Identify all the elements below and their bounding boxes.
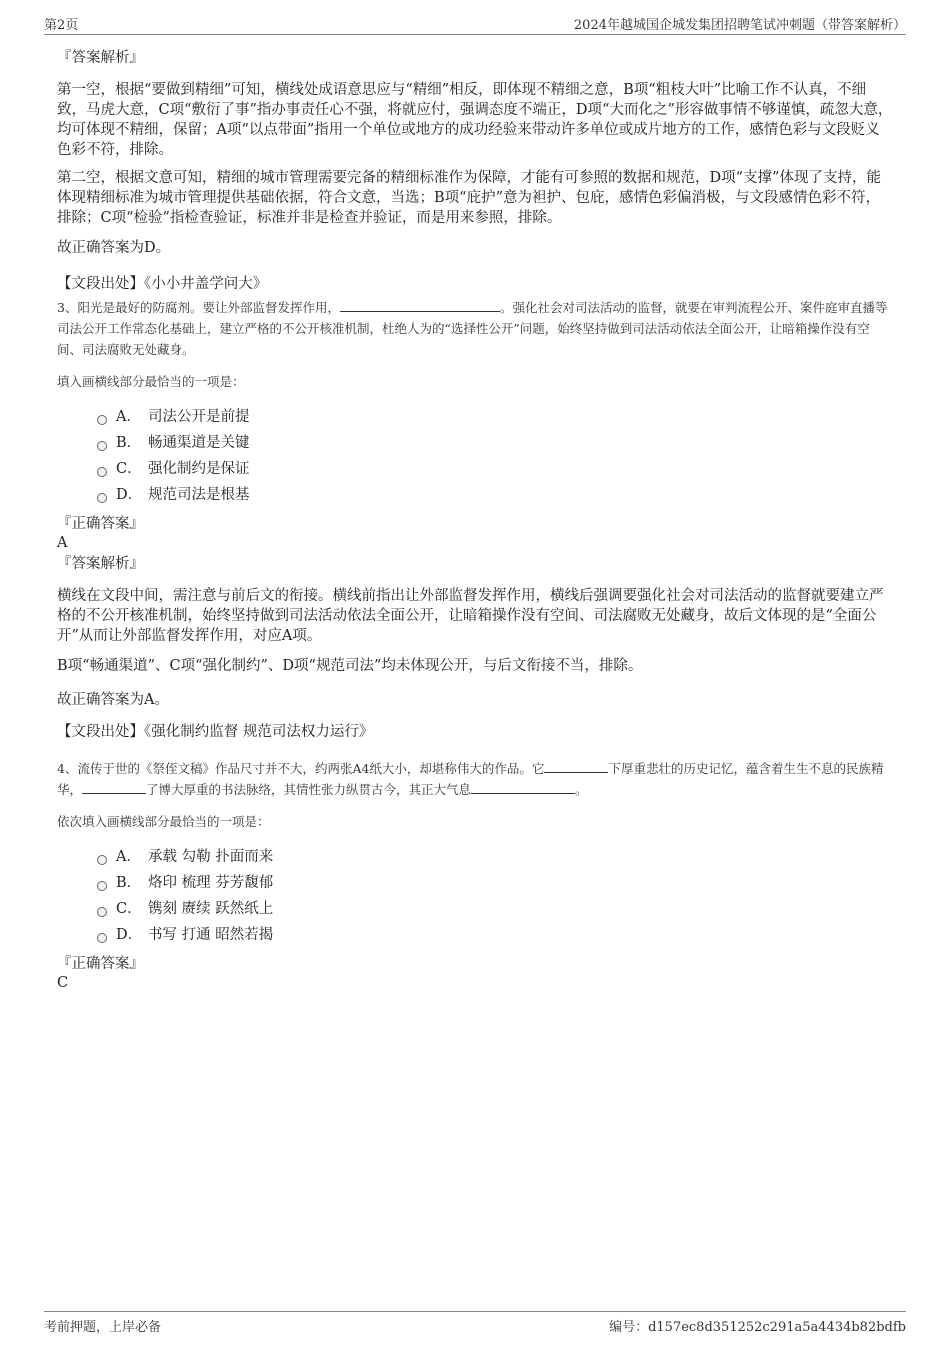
option-letter: D． [116, 487, 143, 503]
q3-source: 【文段出处】《强化制约监督 规范司法权力运行》 [57, 724, 374, 740]
q3-stem-part-1: 3、阳光是最好的防腐剂。要让外部监督发挥作用， [57, 300, 340, 315]
q2-conclusion: 故正确答案为D。 [57, 240, 171, 256]
q4-option-b[interactable] [97, 873, 273, 893]
option-text: 镌刻 赓续 跃然纸上 [148, 901, 274, 917]
q2-source: 【文段出处】《小小井盖学问大》 [57, 276, 268, 292]
q3-option-c[interactable] [97, 459, 250, 479]
q3-answer-label: 『正确答案』 [57, 516, 144, 532]
q4-answer: C [57, 975, 69, 991]
q3-answer: A [57, 535, 68, 551]
q3-stem-part-2: 。强化社会对司法活动的监督，就要在审判流程公开、案件庭审直播等司法公开工作常态化基础上，建立严格的不公开核准机制，杜绝人为的“选择性公开”问题，始终坚持做到司法活动依法全面公开，让暗箱操作没有空间、司法腐败无处藏身。 [57, 300, 888, 357]
radio-icon[interactable] [97, 933, 107, 943]
q3-analysis-paragraph-1: 横线在文段中间，需注意与前后文的衔接。横线前指出让外部监督发挥作用，横线后强调要强化社会对司法活动的监督就要建立严格的不公开核准机制，始终坚持做到司法活动依法全面公开，让暗箱操作没有空间、司法腐败无处藏身，故后文体现的是“全面公开”从而让外部监督发挥作用，对应A项。 [57, 588, 884, 644]
q3-option-b[interactable] [97, 433, 250, 453]
radio-icon[interactable] [97, 907, 107, 917]
q3-analysis-paragraph-2: B项“畅通渠道”、C项“强化制约”、D项“规范司法”均未体现公开，与后文衔接不当，排除。 [57, 658, 643, 674]
option-text: 烙印 梳理 芬芳馥郁 [148, 875, 274, 891]
option-text: 畅通渠道是关键 [148, 435, 250, 451]
radio-icon[interactable] [97, 493, 107, 503]
option-letter: A． [116, 849, 141, 865]
option-text: 承载 勾勒 扑面而来 [148, 849, 274, 865]
q4-stem-part-1: 4、流传于世的《祭侄文稿》作品尺寸并不大，约两张A4纸大小，却堪称伟大的作品。它 [57, 761, 545, 776]
option-letter: D． [116, 927, 143, 943]
page-footer [44, 1311, 906, 1336]
option-letter: A． [116, 409, 141, 425]
q3-option-d[interactable] [97, 485, 250, 505]
q3-conclusion: 故正确答案为A。 [57, 692, 169, 708]
radio-icon[interactable] [97, 855, 107, 865]
page-number: 第2页 [44, 18, 79, 33]
q4-option-a[interactable] [97, 847, 273, 867]
q3-analysis-label: 『答案解析』 [57, 556, 144, 572]
q4-blank-2 [82, 779, 146, 794]
option-letter: B． [116, 435, 142, 451]
q4-prompt: 依次填入画横线部分最恰当的一项是： [57, 814, 270, 829]
q4-blank-1 [544, 758, 608, 773]
q2-analysis-paragraph-1: 第一空，根据“要做到精细”可知，横线处成语意思应与“精细”相反，即体现不精细之意，B项“粗枝大叶”比喻工作不认真，不细致，马虎大意，C项“敷衍了事”指办事责任心不强，将就应付，强调态度不端正，D项“大而化之”形容做事情不够谨慎，疏忽大意，均可体现不精细，保留；A项“以点带面”指用一个单位或地方的成功经验来带动许多单位或成片地方的工作，感情色彩与文段贬义色彩不符，排除。 [57, 82, 893, 158]
q4-stem-part-2: 下厚重悲壮的历史记忆，蕴含着生生不息的民族精华， [57, 761, 884, 797]
option-text: 规范司法是根基 [148, 487, 250, 503]
q4-stem-part-3: 了博大厚重的书法脉络，其情性张力纵贯古今，其正大气息 [146, 782, 472, 797]
q2-analysis-paragraph-2: 第二空，根据文意可知，精细的城市管理需要完备的精细标准作为保障，才能有可参照的数据和规范，D项“支撑”体现了支持，能体现精细标准为城市管理提供基础依据，符合文意，当选；B项“庇护”意为袒护、包庇，感情色彩偏消极，与文段感情色彩不符，排除；C项“检验”指检查验证，标准并非是检查并验证，而是用来参照，排除。 [57, 170, 881, 226]
page-header [44, 14, 906, 35]
q4-option-d[interactable] [97, 925, 273, 945]
q2-analysis-label: 『答案解析』 [57, 50, 144, 66]
radio-icon[interactable] [97, 441, 107, 451]
option-letter: C． [116, 461, 142, 477]
option-letter: B． [116, 875, 142, 891]
radio-icon[interactable] [97, 881, 107, 891]
radio-icon[interactable] [97, 415, 107, 425]
footer-slogan: 考前押题，上岸必备 [44, 1320, 162, 1335]
document-id: 编号：d157ec8d351252c291a5a4434b82bdfb [609, 1320, 906, 1335]
option-letter: C． [116, 901, 142, 917]
q3-blank [340, 297, 500, 312]
q3-option-a[interactable] [97, 407, 250, 427]
q4-stem [57, 758, 893, 800]
q4-stem-part-4: 。 [575, 782, 588, 797]
q3-stem [57, 297, 893, 360]
q4-option-c[interactable] [97, 899, 273, 919]
option-text: 司法公开是前提 [148, 409, 250, 425]
option-text: 强化制约是保证 [148, 461, 250, 477]
q3-prompt: 填入画横线部分最恰当的一项是： [57, 374, 245, 389]
q4-blank-3 [471, 779, 575, 794]
q4-answer-label: 『正确答案』 [57, 956, 144, 972]
option-text: 书写 打通 昭然若揭 [148, 927, 274, 943]
document-title: 2024年越城国企城发集团招聘笔试冲刺题（带答案解析） [573, 18, 906, 33]
radio-icon[interactable] [97, 467, 107, 477]
